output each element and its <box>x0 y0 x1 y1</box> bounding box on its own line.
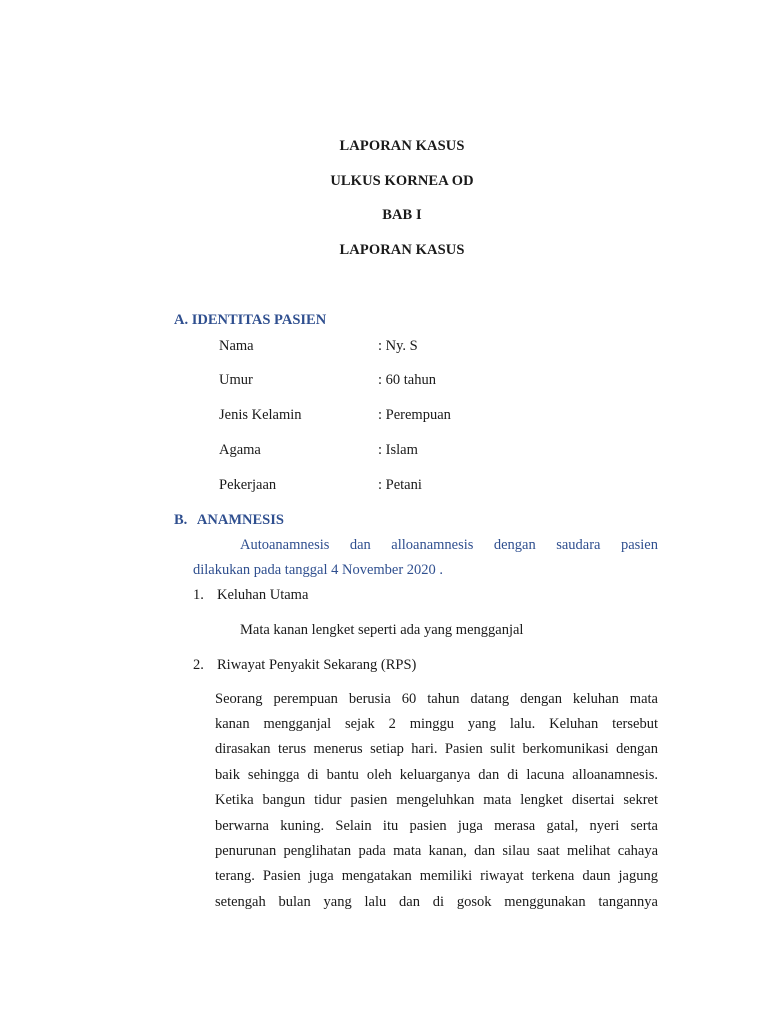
section-a-title: IDENTITAS PASIEN <box>191 312 327 328</box>
identity-value-umur: : 60 tahun <box>378 372 436 388</box>
rps-text-line: penurunan penglihatan pada mata kanan, dan silau saat melihat cahaya <box>215 843 658 859</box>
section-b-heading <box>174 512 284 529</box>
rps-text-line: Seorang perempuan berusia 60 tahun datang dengan keluhan mata <box>215 691 658 707</box>
identity-label-pekerjaan: Pekerjaan <box>219 477 277 493</box>
list-number-1: 1. <box>193 587 204 603</box>
identity-value-pekerjaan: : Petani <box>378 477 422 493</box>
section-b-title: ANAMNESIS <box>196 512 284 528</box>
identity-value-jenis-kelamin: : Perempuan <box>378 407 451 423</box>
rps-text-line: dirasakan terus menerus setiap hari. Pasien sulit berkomunikasi dengan <box>215 741 658 757</box>
rps-title: Riwayat Penyakit Sekarang (RPS) <box>217 657 417 673</box>
rps-text-line: terang. Pasien juga mengatakan memiliki riwayat terkena daun jagung <box>215 868 658 884</box>
keluhan-utama-title: Keluhan Utama <box>217 587 309 603</box>
identity-value-agama: : Islam <box>378 442 418 458</box>
list-number-2: 2. <box>193 657 204 673</box>
identity-label-agama: Agama <box>219 442 261 458</box>
identity-label-nama: Nama <box>219 338 254 354</box>
chapter-title: BAB I <box>382 207 422 223</box>
keluhan-utama-text: Mata kanan lengket seperti ada yang mengganjal <box>240 622 524 638</box>
section-a-heading <box>174 312 326 329</box>
rps-text-line: Ketika bangun tidur pasien mengeluhkan mata lengket disertai sekret <box>215 792 658 808</box>
identity-label-umur: Umur <box>219 372 253 388</box>
section-b-letter: B. <box>174 512 188 528</box>
rps-text-line: berwarna kuning. Selain itu pasien juga merasa gatal, nyeri serta <box>215 818 658 834</box>
identity-value-nama: : Ny. S <box>378 338 418 354</box>
section-a-letter: A. <box>174 312 189 328</box>
rps-text-line: setengah bulan yang lalu dan di gosok menggunakan tangannya <box>215 894 658 910</box>
doc-subtitle: ULKUS KORNEA OD <box>330 173 474 189</box>
identity-label-jenis-kelamin: Jenis Kelamin <box>219 407 302 423</box>
anamnesis-intro-line-2: dilakukan pada tanggal 4 November 2020 . <box>193 562 444 578</box>
anamnesis-intro-line-1: Autoanamnesis dan alloanamnesis dengan saudara pasien <box>240 537 658 553</box>
rps-text-line: baik sehingga di bantu oleh keluarganya dan di lacuna alloanamnesis. <box>215 767 658 783</box>
chapter-subtitle: LAPORAN KASUS <box>339 242 465 258</box>
doc-title: LAPORAN KASUS <box>339 138 465 154</box>
rps-text-line: kanan mengganjal sejak 2 minggu yang lalu. Keluhan tersebut <box>215 716 658 732</box>
